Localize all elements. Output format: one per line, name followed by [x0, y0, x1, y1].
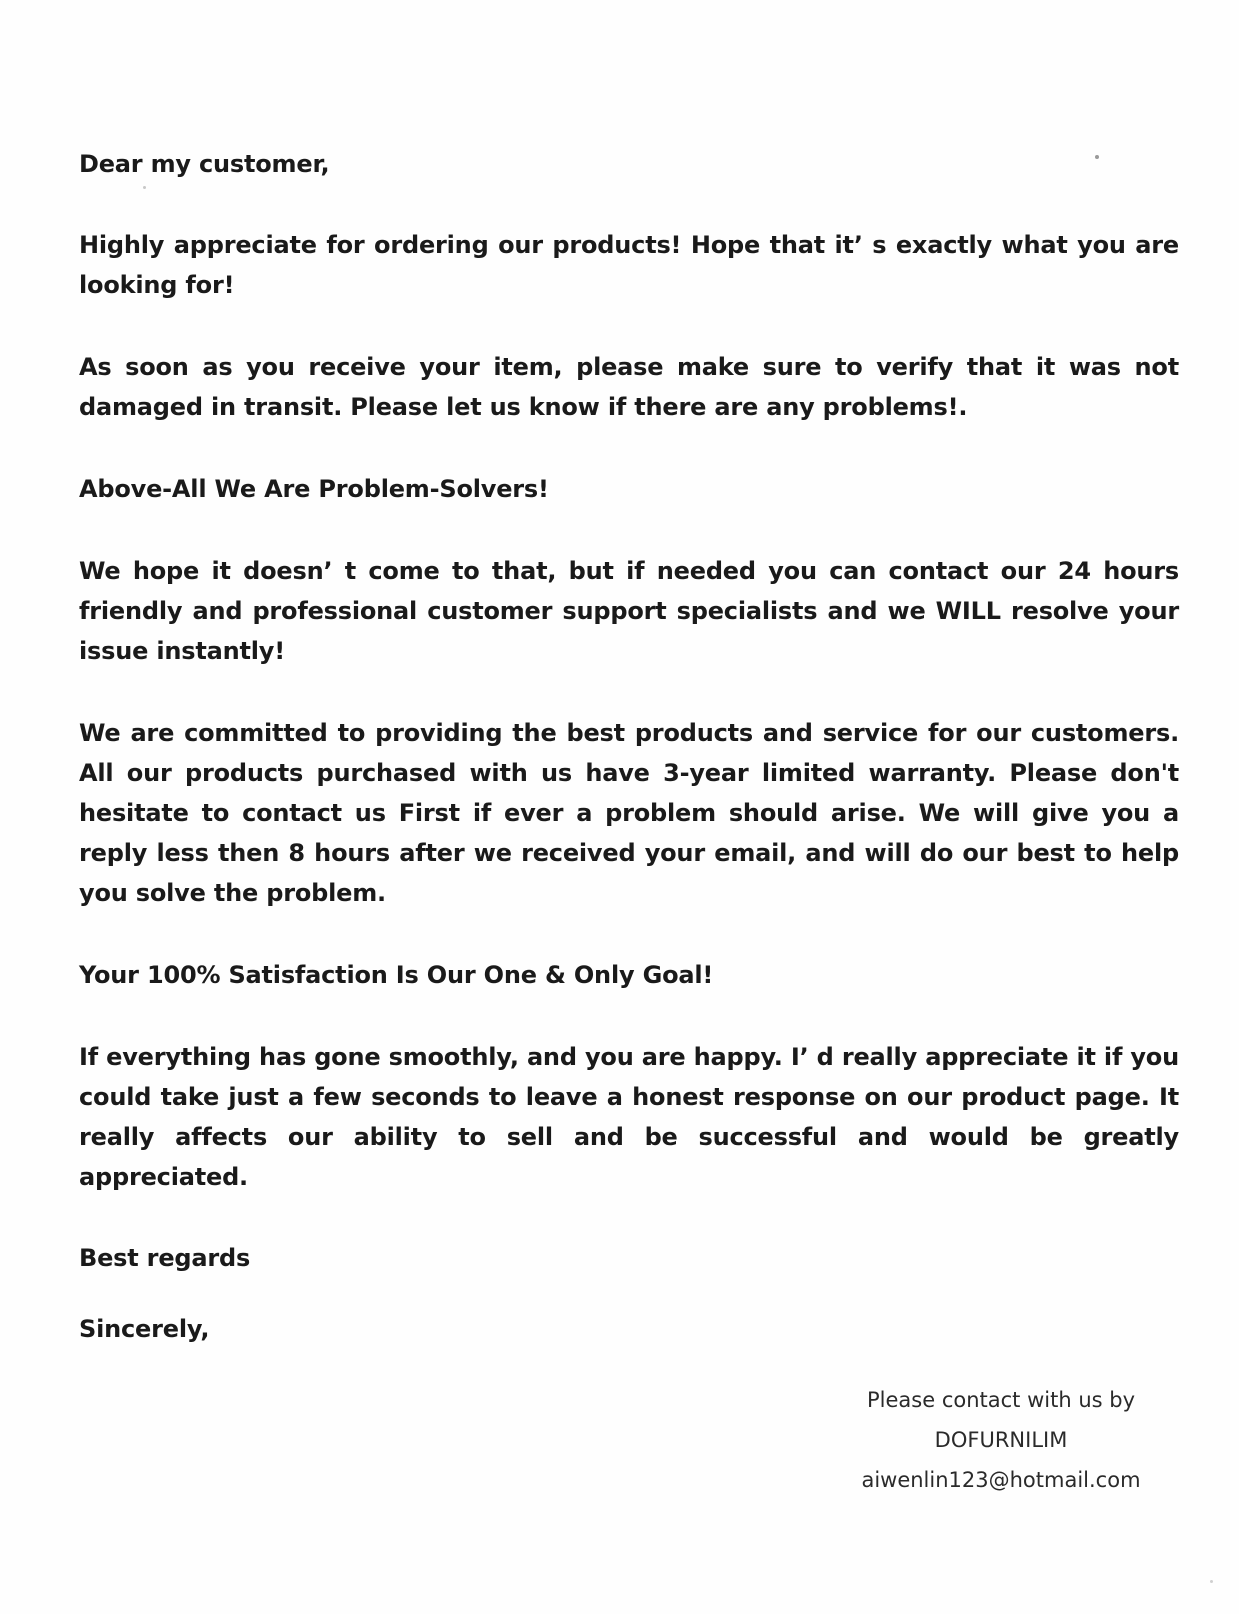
- regards-line: Best regards: [79, 1244, 251, 1272]
- goal-heading: Your 100% Satisfaction Is Our One & Only Goal!: [79, 961, 714, 989]
- scan-speck: [1095, 155, 1099, 159]
- contact-email: aiwenlin123@hotmail.com: [861, 1468, 1141, 1492]
- sign-off-line: Sincerely,: [79, 1315, 210, 1343]
- slogan-heading: Above-All We Are Problem-Solvers!: [79, 475, 549, 503]
- scan-speck: [1210, 1580, 1213, 1583]
- contact-intro: Please contact with us by: [867, 1388, 1135, 1412]
- review-request-paragraph: If everything has gone smoothly, and you are happy. I’ d really appreciate it if you could take just a few seconds to leave a honest response on our product page. It really affects our ability to sell and be successful and would be greatly appreciated.: [79, 1043, 1179, 1191]
- commitment-paragraph: We are committed to providing the best products and service for our customers. All our products purchased with us have 3-year limited warranty. Please don't hesitate to contact us First if ever a problem should arise. We will give you a reply less then 8 hours after we received your email, and will do our best to help you solve the problem.: [79, 719, 1179, 907]
- support-paragraph: We hope it doesn’ t come to that, but if needed you can contact our 24 hours friendly and professional customer support specialists and we WILL resolve your issue instantly!: [79, 557, 1179, 665]
- thanks-paragraph: Highly appreciate for ordering our products! Hope that it’ s exactly what you are looking for!: [79, 231, 1179, 299]
- greeting: Dear my customer,: [79, 150, 330, 178]
- verify-paragraph: As soon as you receive your item, please make sure to verify that it was not damaged in transit. Please let us know if there are any problems!.: [79, 353, 1179, 421]
- letter-body: [79, 144, 1179, 1349]
- company-name: DOFURNILIM: [934, 1428, 1068, 1452]
- scan-speck: [143, 186, 146, 189]
- contact-block: [840, 1380, 1162, 1500]
